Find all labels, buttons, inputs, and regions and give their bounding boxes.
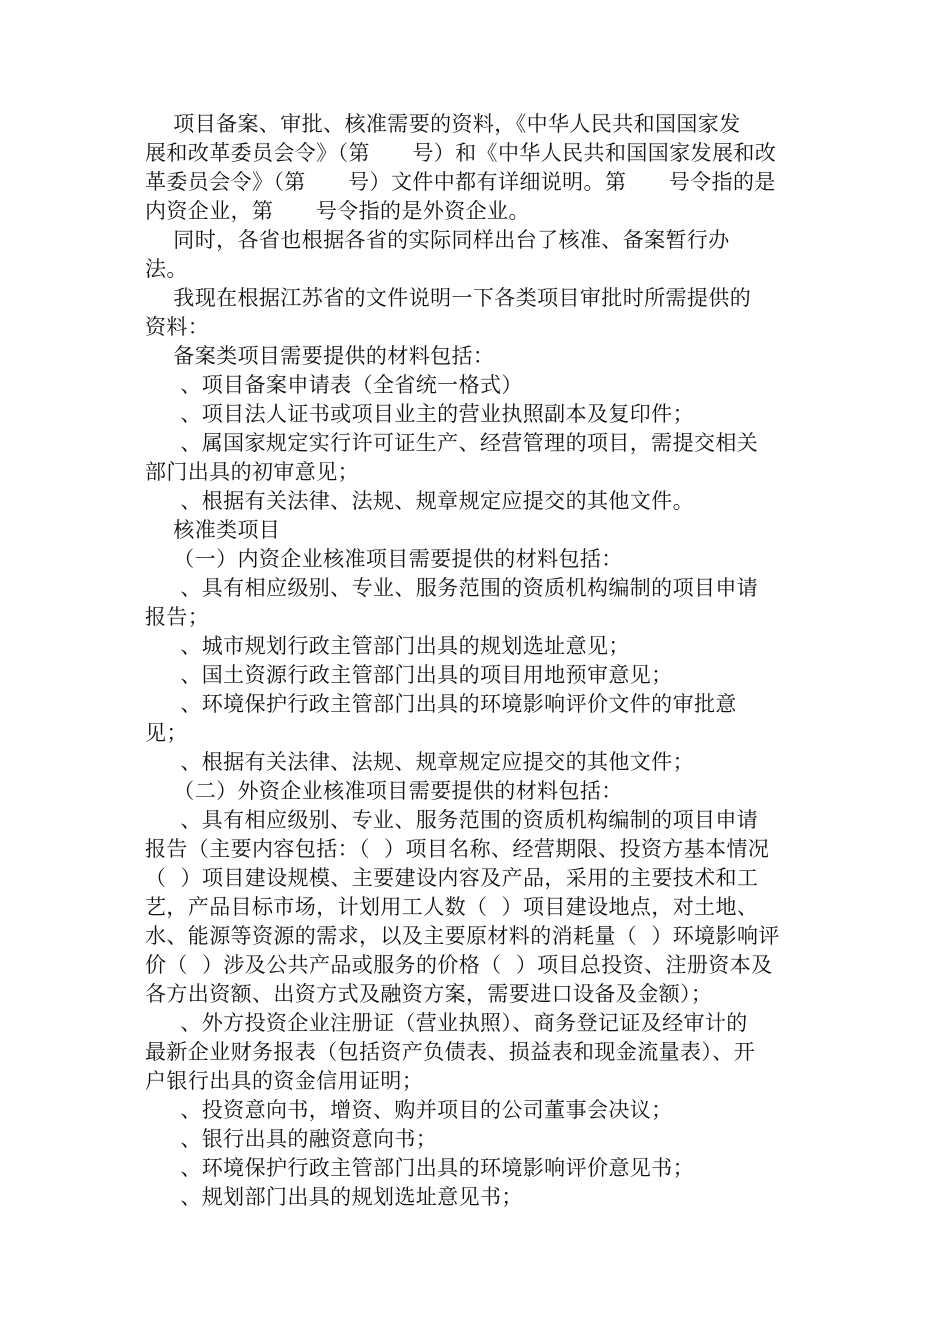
text-line: 内资企业，第 号令指的是外资企业。: [145, 199, 530, 223]
text-line: 、环境保护行政主管部门出具的环境影响评价意见书；: [145, 1156, 694, 1180]
text-line: 项目备案、审批、核准需要的资料，《中华人民共和国国家发: [145, 112, 741, 136]
text-line: 、具有相应级别、专业、服务范围的资质机构编制的项目申请: [145, 576, 759, 600]
text-line: 户银行出具的资金信用证明；: [145, 1069, 424, 1093]
text-line: 、环境保护行政主管部门出具的环境影响评价文件的审批意: [145, 692, 737, 716]
text-line: 核准类项目: [145, 518, 281, 542]
text-line: （ ）项目建设规模、主要建设内容及产品，采用的主要技术和工: [145, 866, 759, 890]
text-line: 、项目法人证书或项目业主的营业执照副本及复印件；: [145, 402, 694, 426]
text-line: 、城市规划行政主管部门出具的规划选址意见；: [145, 634, 630, 658]
text-line: 、投资意向书，增资、购并项目的公司董事会决议；: [145, 1098, 673, 1122]
text-line: 法。: [145, 257, 188, 281]
text-line: 最新企业财务报表（包括资产负债表、损益表和现金流量表）、开: [145, 1040, 756, 1064]
text-line: 展和改革委员会令》（第 号）和《中华人民共和国国家发展和改: [145, 141, 777, 165]
text-line: 革委员会令》（第 号）文件中都有详细说明。第 号令指的是: [145, 170, 776, 194]
text-line: 、根据有关法律、法规、规章规定应提交的其他文件。: [145, 489, 694, 513]
text-line: （二）外资企业核准项目需要提供的材料包括：: [145, 779, 623, 803]
text-line: 资料：: [145, 315, 210, 339]
text-line: 价（ ）涉及公共产品或服务的价格（ ）项目总投资、注册资本及: [145, 953, 773, 977]
text-line: 、规划部门出具的规划选址意见书；: [145, 1185, 523, 1209]
text-line: 艺，产品目标市场，计划用工人数（ ）项目建设地点，对土地、: [145, 895, 759, 919]
text-line: 备案类项目需要提供的材料包括：: [145, 344, 495, 368]
text-line: 水、能源等资源的需求，以及主要原材料的消耗量（ ）环境影响评: [145, 924, 780, 948]
text-line: 、项目备案申请表（全省统一格式）: [145, 373, 523, 397]
text-line: 同时，各省也根据各省的实际同样出台了核准、备案暂行办: [145, 228, 730, 252]
document-body: [145, 110, 810, 1212]
text-line: 部门出具的初审意见；: [145, 460, 359, 484]
text-line: 、银行出具的融资意向书；: [145, 1127, 438, 1151]
text-line: 报告；: [145, 605, 210, 629]
text-line: （一）内资企业核准项目需要提供的材料包括：: [145, 547, 623, 571]
text-line: 、具有相应级别、专业、服务范围的资质机构编制的项目申请: [145, 808, 759, 832]
text-line: 我现在根据江苏省的文件说明一下各类项目审批时所需提供的: [145, 286, 752, 310]
text-line: 各方出资额、出资方式及融资方案，需要进口设备及金额）；: [145, 982, 713, 1006]
text-line: 、外方投资企业注册证（营业执照）、商务登记证及经审计的: [145, 1011, 748, 1035]
text-line: 、国土资源行政主管部门出具的项目用地预审意见；: [145, 663, 673, 687]
text-line: 、属国家规定实行许可证生产、经营管理的项目，需提交相关: [145, 431, 759, 455]
text-line: 、根据有关法律、法规、规章规定应提交的其他文件；: [145, 750, 694, 774]
text-line: 报告（主要内容包括：（ ）项目名称、经营期限、投资方基本情况: [145, 837, 770, 861]
text-line: 见；: [145, 721, 188, 745]
